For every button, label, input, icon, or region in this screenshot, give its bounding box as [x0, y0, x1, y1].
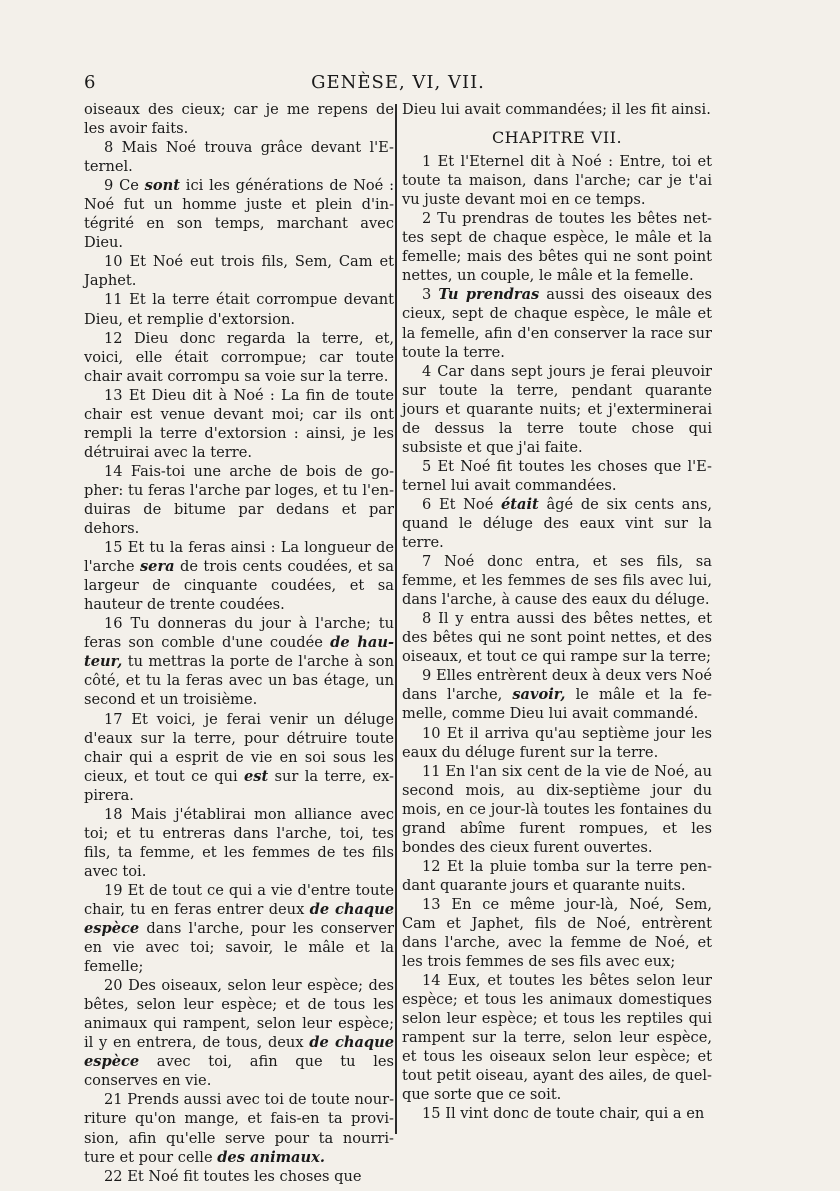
verse-paragraph: [402, 1104, 712, 1123]
verse-paragraph: [84, 386, 394, 462]
verse-paragraph: [84, 138, 394, 176]
column-divider: [395, 104, 397, 1134]
verse-paragraph: [84, 1167, 394, 1186]
verse-text: sur la terre, ex-pirera.: [84, 767, 394, 804]
verse-paragraph: [84, 976, 394, 1090]
verse-paragraph: [84, 538, 394, 614]
verse-text: 21 Prends aussi avec toi de toute nour-riture qu'on mange, et fais-en ta provi-sion, afin qu'elle serve pour ta nourri-ture et pour celle: [84, 1091, 394, 1166]
verse-text: de trois cents coudées, et sa largeur de cinquante coudées, et sa hauteur de trente coudées.: [84, 558, 394, 614]
verse-text: 6 Et Noé: [422, 495, 502, 513]
verse-paragraph: [84, 1090, 394, 1166]
right-column-verses: [402, 152, 712, 1123]
page-number: 6: [84, 72, 96, 93]
verse-paragraph: [402, 362, 712, 457]
verse-text: 12 Dieu donc regarda la terre, et, voici, elle était corrompue; car toute chair avait corrompu sa voie sur la terre.: [84, 329, 394, 385]
page-header: [84, 72, 712, 94]
verse-text: 3: [422, 286, 439, 304]
verse-text: 13 En ce même jour-là, Noé, Sem, Cam et Japhet, fils de Noé, entrèrent dans l'arche, avec la femme de Noé, et les trois femmes de ses fils avec eux;: [402, 895, 712, 971]
verse-text: tu mettras la porte de l'arche à son côté, et tu la feras avec un bas étage, un second et un troisième.: [84, 653, 394, 709]
verse-paragraph: [84, 805, 394, 881]
verse-paragraph: [402, 209, 712, 285]
verse-paragraph: [402, 895, 712, 971]
verse-paragraph: [84, 252, 394, 290]
verse-text: ici les générations de Noé : Noé fut un homme juste et plein d'in-tégrité en son temps, marchant avec Dieu.: [84, 177, 394, 252]
verse-text: âgé de six cents ans, quand le déluge des eaux vint sur la terre.: [402, 495, 712, 552]
verse-text: 13 Et Dieu dit à Noé : La fin de toute chair est venue devant moi; car ils ont rempli la terre d'extorsion : ainsi, je les détruirai avec la terre.: [84, 386, 394, 461]
verse-paragraph: [84, 290, 394, 328]
verse-text: 11 En l'an six cent de la vie de Noé, au second mois, au dix-septième jour du mois, en ce jour-là toutes les fontaines du grand abîme furent rompues, et les bondes des cieux furent ouvertes.: [402, 762, 712, 856]
italic-text: est: [243, 767, 269, 785]
verse-text: 15 Et tu la feras ainsi : La longueur de l'arche: [84, 539, 394, 576]
chapter-heading: CHAPITRE VII.: [491, 128, 623, 148]
right-column: [402, 100, 712, 1123]
italic-text: Tu prendras: [438, 286, 540, 304]
verse-paragraph: [402, 971, 712, 1104]
italic-text: de chaque espèce: [84, 1034, 395, 1071]
italic-text: des animaux.: [217, 1148, 325, 1166]
verse-text: 12 Et la pluie tomba sur la terre pen-dant quarante jours et quarante nuits.: [402, 857, 712, 894]
verse-text: le mâle et la fe-melle, comme Dieu lui avait commandé.: [402, 686, 712, 723]
verse-paragraph: [84, 881, 394, 976]
verse-text: oiseaux des cieux; car je me repens de les avoir faits.: [84, 101, 394, 138]
verse-paragraph: [84, 462, 394, 538]
verse-text: 10 Et il arriva qu'au septième jour les eaux du déluge furent sur la terre.: [402, 724, 712, 761]
verse-continuation: Dieu lui avait commandées; il les fit ainsi.: [402, 101, 711, 118]
verse-text: dans l'arche, pour les conserver en vie avec toi; savoir, le mâle et la femelle;: [84, 920, 394, 976]
verse-text: 2 Tu prendras de toutes les bêtes net-tes sept de chaque espèce, le mâle et la femelle; mais des bêtes qui ne sont point nettes, un couple, le mâle et la femelle.: [402, 210, 712, 285]
left-column: [84, 100, 394, 1186]
verse-paragraph: [84, 329, 394, 386]
verse-paragraph: [402, 285, 712, 361]
italic-text: sera: [139, 558, 175, 576]
verse-text: 5 Et Noé fit toutes les choses que l'E-ternel lui avait commandées.: [402, 457, 712, 494]
italic-text: de chaque espèce: [84, 900, 395, 938]
verse-text: 14 Eux, et toutes les bêtes selon leur espèce; et tous les animaux domestiques selon leur espèce; et tous les reptiles qui rampent sur la terre, selon leur espèce, et tous les oiseaux selon leur espèce; et tout petit oiseau, ayant des ailes, de quel-que sorte que ce soit.: [402, 972, 712, 1104]
verse-text: 17 Et voici, je ferai venir un déluge d'eaux sur la terre, pour détruire toute chair qui a esprit de vie en soi sous les cieux, et tout ce qui: [84, 710, 394, 785]
verse-paragraph: [84, 176, 394, 252]
verse-text: 8 Mais Noé trouva grâce devant l'E-ternel.: [84, 139, 394, 176]
verse-text: 14 Fais-toi une arche de bois de go-pher: tu feras l'arche par loges, et tu l'en-duiras de bitume par dedans et par dehors.: [84, 462, 394, 538]
verse-paragraph: [402, 457, 712, 495]
verse-paragraph: [402, 724, 712, 762]
italic-text: sont: [144, 177, 180, 195]
italic-text: savoir,: [512, 686, 566, 704]
verse-text: 19 Et de tout ce qui a vie d'entre toute chair, tu en feras entrer deux: [84, 881, 394, 918]
verse-text: 15 Il vint donc de toute chair, qui a en: [422, 1105, 705, 1123]
verse-text: 18 Mais j'établirai mon alliance avec toi; et tu entreras dans l'arche, toi, tes fils, ta femme, et les femmes de tes fils avec toi.: [84, 805, 394, 880]
verse-text: 1 Et l'Eternel dit à Noé : Entre, toi et toute ta maison, dans l'arche; car je t'ai vu juste devant moi en ce temps.: [402, 153, 712, 209]
verse-paragraph: [402, 152, 712, 209]
verse-text: 11 Et la terre était corrompue devant Dieu, et remplie d'extorsion.: [84, 291, 394, 328]
verse-paragraph: [402, 609, 712, 666]
verse-paragraph: [402, 552, 712, 609]
running-head: GENÈSE, VI, VII.: [311, 72, 485, 93]
verse-text: 20 Des oiseaux, selon leur espèce; des bêtes, selon leur espèce; et de tous les animaux qui rampent, selon leur espèce; il y en entrera, de tous, deux: [84, 977, 394, 1052]
verse-text: 22 Et Noé fit toutes les choses que: [104, 1167, 362, 1185]
verse-text: 8 Il y entra aussi des bêtes nettes, et des bêtes qui ne sont point nettes, et des oiseaux, et tout ce qui rampe sur la terre;: [402, 610, 712, 666]
verse-paragraph: [402, 495, 712, 552]
verse-paragraph: [84, 614, 394, 709]
verse-paragraph: [402, 666, 712, 723]
verse-text: avec toi, afin que tu les conserves en vie.: [84, 1053, 394, 1090]
verse-text: 9 Elles entrèrent deux à deux vers Noé dans l'arche,: [402, 667, 712, 704]
verse-text: 4 Car dans sept jours je ferai pleuvoir sur toute la terre, pendant quarante jours et quarante nuits; et j'exterminerai de dessus la terre toute chose qui subsiste et que j'ai faite.: [402, 362, 712, 456]
verse-text: 16 Tu donneras du jour à l'arche; tu feras son comble d'une coudée: [84, 615, 394, 652]
verse-text: 10 Et Noé eut trois fils, Sem, Cam et Japhet.: [84, 253, 394, 290]
italic-text: était: [501, 495, 539, 513]
verse-paragraph: [402, 762, 712, 857]
verse-paragraph: [402, 857, 712, 895]
verse-text: 9 Ce: [104, 177, 145, 195]
verse-paragraph: [84, 100, 394, 138]
verse-paragraph: [84, 710, 394, 805]
italic-text: de hau-teur,: [84, 634, 394, 671]
verse-text: 7 Noé donc entra, et ses fils, sa femme, et les femmes de ses fils avec lui, dans l'arche, à cause des eaux du déluge.: [402, 553, 712, 609]
verse-text: aussi des oiseaux des cieux, sept de chaque espèce, le mâle et la femelle, afin d'en conserver la race sur toute la terre.: [402, 286, 712, 361]
